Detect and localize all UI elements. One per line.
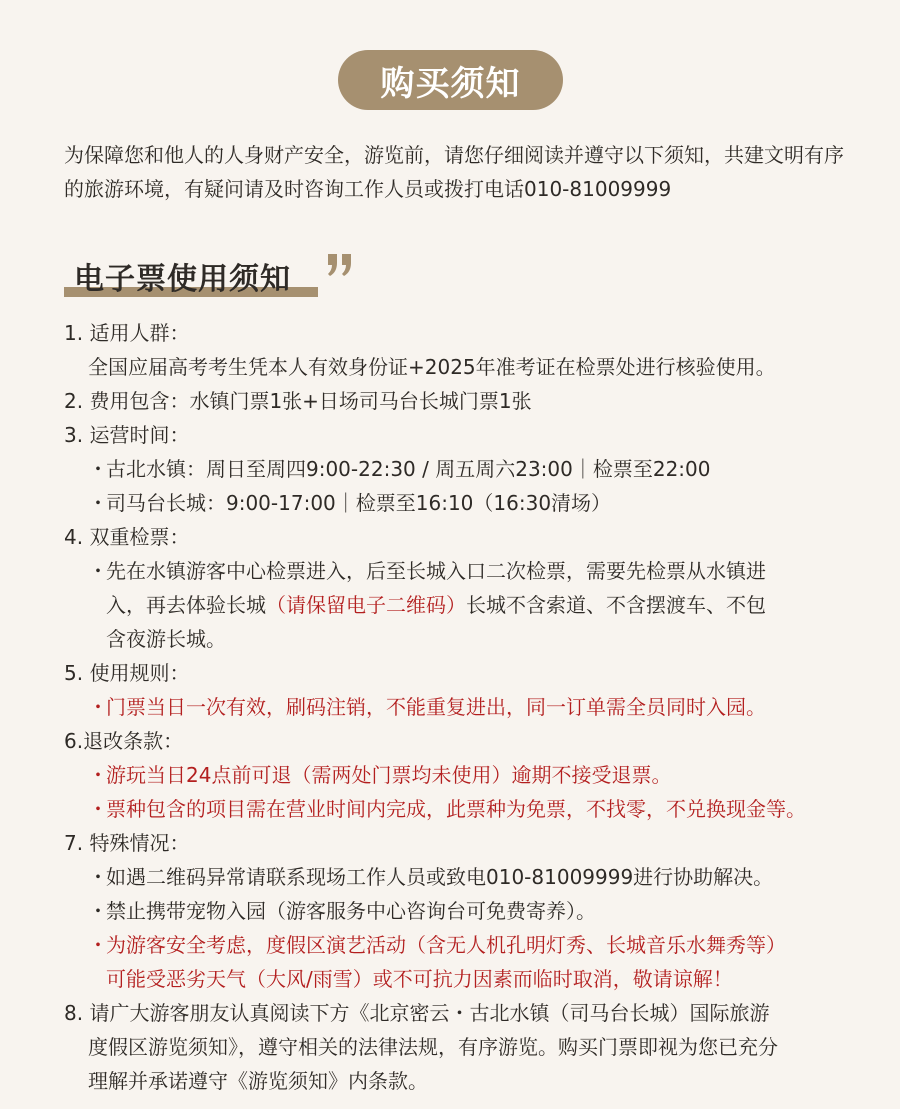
section-title: 电子票使用须知 — [74, 262, 291, 297]
bullet-text: 游玩当日24点前可退（需两处门票均未使用）逾期不接受退票。 — [106, 763, 672, 787]
section-header — [64, 252, 364, 302]
page-title: 购买须知 — [380, 63, 521, 104]
rule-7-bullet-3 — [64, 928, 864, 962]
rule-1-heading: 1. 适用人群： — [64, 321, 190, 345]
title-pill — [338, 50, 563, 110]
rule-3-heading: 3. 运营时间： — [64, 423, 190, 447]
bullet-text: 先在水镇游客中心检票进入，后至长城入口二次检票，需要先检票从水镇进 — [106, 559, 766, 583]
rule-6-bullet-2 — [64, 792, 864, 826]
rule-4-heading: 4. 双重检票： — [64, 525, 190, 549]
rule-3-bullet-1 — [64, 452, 864, 486]
bullet-dot: ・ — [88, 933, 108, 957]
rule-4-bullet-1 — [64, 554, 864, 588]
rule-2-heading: 2. 费用包含：水镇门票1张+日场司马台长城门票1张 — [64, 389, 532, 413]
bullet-dot: ・ — [88, 797, 108, 821]
bullet-dot: ・ — [88, 559, 108, 583]
bullet-text: 禁止携带宠物入园（游客服务中心咨询台可免费寄养）。 — [106, 899, 596, 923]
rule-3-bullet-2 — [64, 486, 864, 520]
bullet-dot: ・ — [88, 695, 108, 719]
bullet-dot: ・ — [88, 899, 108, 923]
bullet-text: 如遇二维码异常请联系现场工作人员或致电010-81009999进行协助解决。 — [106, 865, 774, 889]
bullet-text: 入，再去体验长城 — [106, 593, 266, 617]
rule-8-line-3: 理解并承诺遵守《游览须知》内条款。 — [88, 1069, 428, 1093]
bullet-dot: ・ — [88, 865, 108, 889]
rule-6-bullet-1 — [64, 758, 864, 792]
rule-4-bullet-1-continued — [64, 588, 864, 622]
rules-list — [64, 316, 864, 1098]
rule-7-bullet-1 — [64, 860, 864, 894]
rule-6-heading: 6.退改条款： — [64, 729, 184, 753]
intro-paragraph: 为保障您和他人的人身财产安全，游览前，请您仔细阅读并遵守以下须知，共建文明有序的旅游环境，有疑问请及时咨询工作人员或拨打电话010-81009999 — [64, 143, 844, 201]
bullet-text: 为游客安全考虑，度假区演艺活动（含无人机孔明灯秀、长城音乐水舞秀等） — [106, 933, 786, 957]
bullet-text: 司马台长城：9:00-17:00｜检票至16:10（16:30清场） — [106, 491, 612, 515]
rule-5-bullet-1 — [64, 690, 864, 724]
rule-1-detail: 全国应届高考考生凭本人有效身份证+2025年准考证在检票处进行核验使用。 — [88, 355, 776, 379]
rule-7-heading: 7. 特殊情况： — [64, 831, 190, 855]
rule-8-line-2: 度假区游览须知》，遵守相关的法律法规，有序游览。购买门票即视为您已充分 — [88, 1035, 778, 1059]
bullet-dot: ・ — [88, 457, 108, 481]
bullet-text: 票种包含的项目需在营业时间内完成，此票种为免票，不找零，不兑换现金等。 — [106, 797, 806, 821]
rule-8-line-1: 8. 请广大游客朋友认真阅读下方《北京密云・古北水镇（司马台长城）国际旅游 — [64, 1001, 770, 1025]
highlight-text: （请保留电子二维码） — [266, 593, 466, 617]
bullet-text: 门票当日一次有效，刷码注销，不能重复进出，同一订单需全员同时入园。 — [106, 695, 766, 719]
rule-7-bullet-2 — [64, 894, 864, 928]
bullet-dot: ・ — [88, 491, 108, 515]
quote-icon — [326, 254, 354, 276]
bullet-dot: ・ — [88, 763, 108, 787]
bullet-text: 长城不含索道、不含摆渡车、不包 — [466, 593, 766, 617]
rule-7-bullet-3-continued: 可能受恶劣天气（大风/雨雪）或不可抗力因素而临时取消，敬请谅解！ — [106, 967, 733, 991]
bullet-text: 古北水镇：周日至周四9:00-22:30 / 周五周六23:00｜检票至22:00 — [106, 457, 711, 481]
rule-5-heading: 5. 使用规则： — [64, 661, 190, 685]
rule-4-bullet-1-continued: 含夜游长城。 — [106, 627, 226, 651]
